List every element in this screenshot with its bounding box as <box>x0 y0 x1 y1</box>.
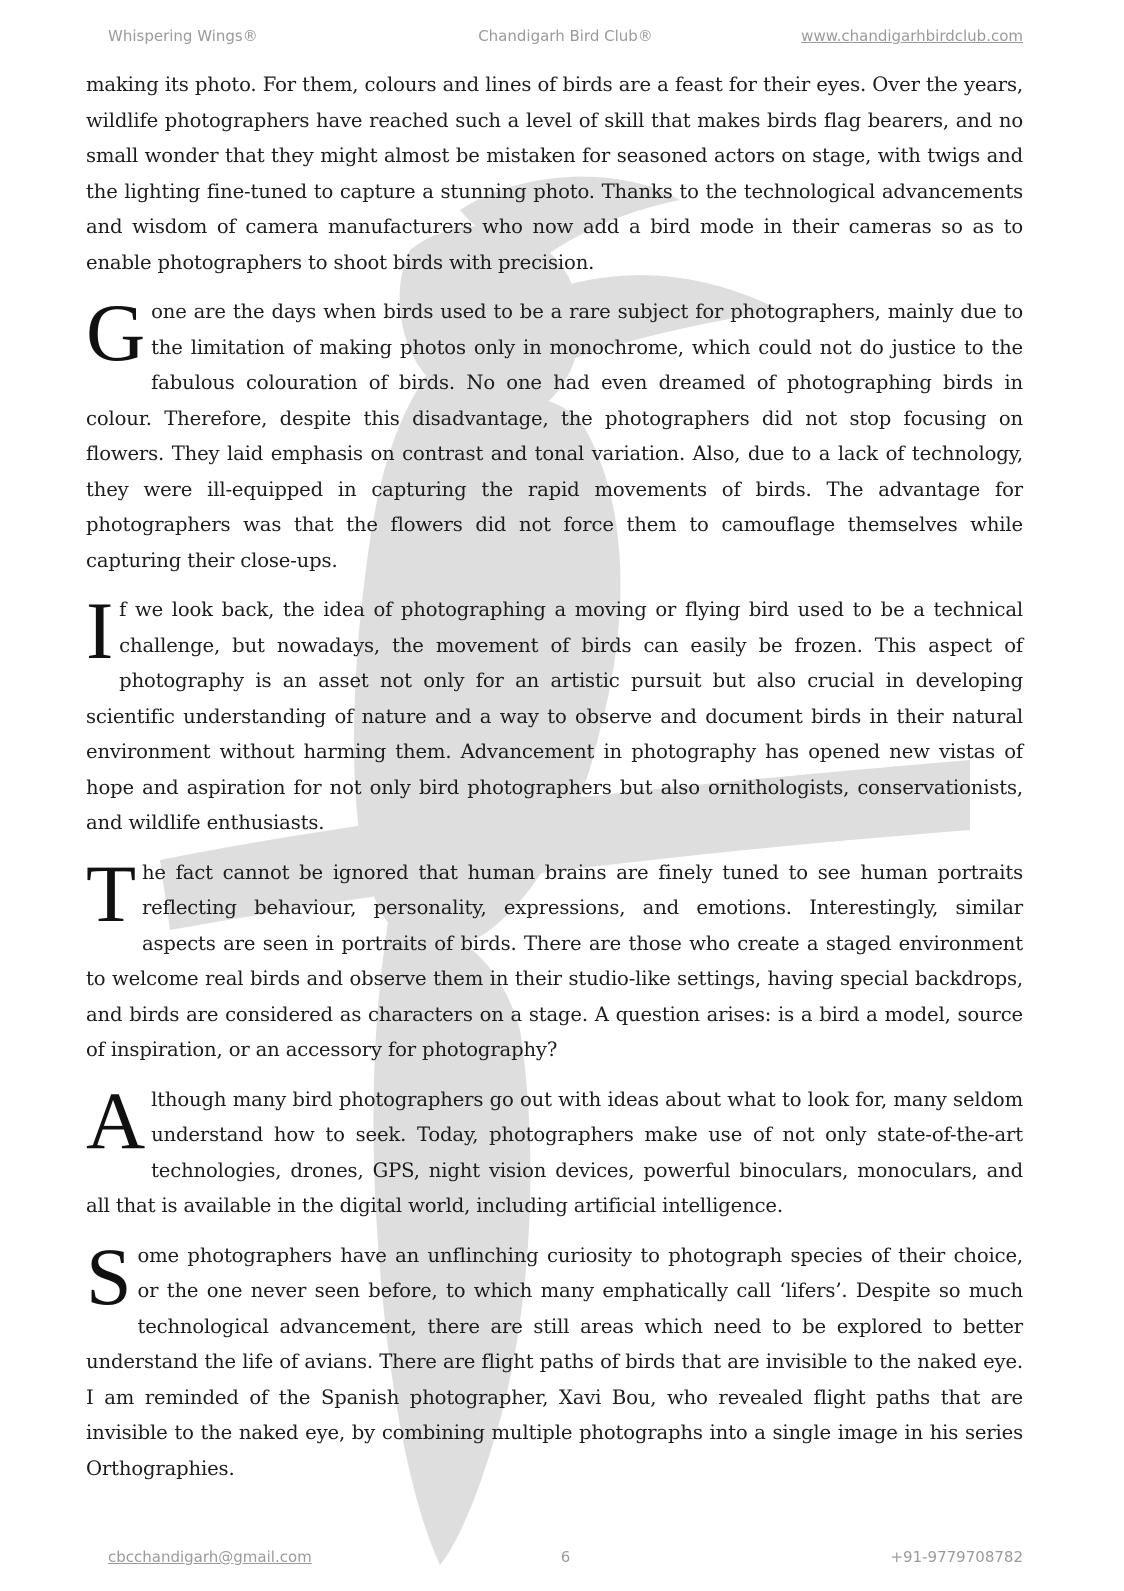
paragraph-3-text: f we look back, the idea of photographing a moving or flying bird used to be a technical challenge, but nowadays, the movement of birds can easily be frozen. This aspect of photography is an asset not only for an artistic pursuit but also crucial in developing scientific understanding of nature and a way to observe and document birds in their natural environment without harming them. Advancement in photography has opened new vistas of hope and aspiration for not only bird photographers but also ornithologists, conservationists, and wildlife enthusiasts. <box>86 598 1023 834</box>
paragraph-2 <box>86 287 1023 578</box>
page-number: 6 <box>560 1548 571 1566</box>
drop-cap-s: S <box>86 1230 132 1322</box>
paragraph-3 <box>86 585 1023 841</box>
drop-cap-a: A <box>86 1074 146 1166</box>
drop-cap-t: T <box>86 847 136 939</box>
article-body <box>86 67 1023 1500</box>
paragraph-1 <box>86 67 1023 280</box>
paragraph-1-text: making its photo. For them, colours and lines of birds are a feast for their eyes. Over the years, wildlife photographers have reached such a level of skill that makes birds flag bearers, and no small wonder that they might almost be mistaken for seasoned actors on stage, with twigs and the lighting fine-tuned to capture a stunning photo. Thanks to the technological advancements and wisdom of camera manufacturers who now add a bird mode in their cameras so as to enable photographers to shoot birds with precision. <box>86 73 1023 274</box>
footer-phone: +91-9779708782 <box>890 1548 1023 1566</box>
footer-email-link[interactable]: cbcchandigarh@gmail.com <box>108 1548 312 1566</box>
paragraph-2-text: one are the days when birds used to be a rare subject for photographers, mainly due to the limitation of making photos only in monochrome, which could not do justice to the fabulous colouration of birds. No one had even dreamed of photographing birds in colour. Therefore, despite this disadvantage, the photographers did not stop focusing on flowers. They laid emphasis on contrast and tonal variation. Also, due to a lack of technology, they were ill-equipped in capturing the rapid movements of birds. The advantage for photographers was that the flowers did not force them to camouflage themselves while capturing their close-ups. <box>86 300 1023 572</box>
header-website-link[interactable]: www.chandigarhbirdclub.com <box>801 27 1023 45</box>
paragraph-4 <box>86 847 1023 1068</box>
paragraph-6 <box>86 1230 1023 1487</box>
header-club-name: Chandigarh Bird Club® <box>478 27 653 45</box>
paragraph-6-text: ome photographers have an unflinching curiosity to photograph species of their choice, or the one never seen before, to which many emphatically call ‘lifers’. Despite so much technological advancement, there are still areas which need to be explored to better understand the life of avians. There are flight paths of birds that are invisible to the naked eye. I am reminded of the Spanish photographer, Xavi Bou, who revealed flight paths that are invisible to the naked eye, by combining multiple photographs into a single image in his series Orthographies. <box>86 1243 1023 1480</box>
paragraph-4-text: he fact cannot be ignored that human brains are finely tuned to see human portraits reflecting behaviour, personality, expressions, and emotions. Interestingly, similar aspects are seen in portraits of birds. There are those who create a staged environment to welcome real birds and observe them in their studio-like settings, having special backdrops, and birds are considered as characters on a stage. A question arises: is a bird a model, source of inspiration, or an accessory for photography? <box>86 860 1023 1061</box>
drop-cap-g: G <box>86 287 146 378</box>
drop-cap-i: I <box>86 585 114 676</box>
page-footer <box>108 1548 1023 1572</box>
page-header <box>108 27 1023 51</box>
paragraph-5-text: lthough many bird photographers go out with ideas about what to look for, many seldom understand how to seek. Today, photographers make use of not only state-of-the-art technologies, drones, GPS, night vision devices, powerful binoculars, monoculars, and all that is available in the digital world, including artificial intelligence. <box>86 1087 1023 1217</box>
header-magazine-name: Whispering Wings® <box>108 27 258 45</box>
paragraph-5 <box>86 1074 1023 1224</box>
